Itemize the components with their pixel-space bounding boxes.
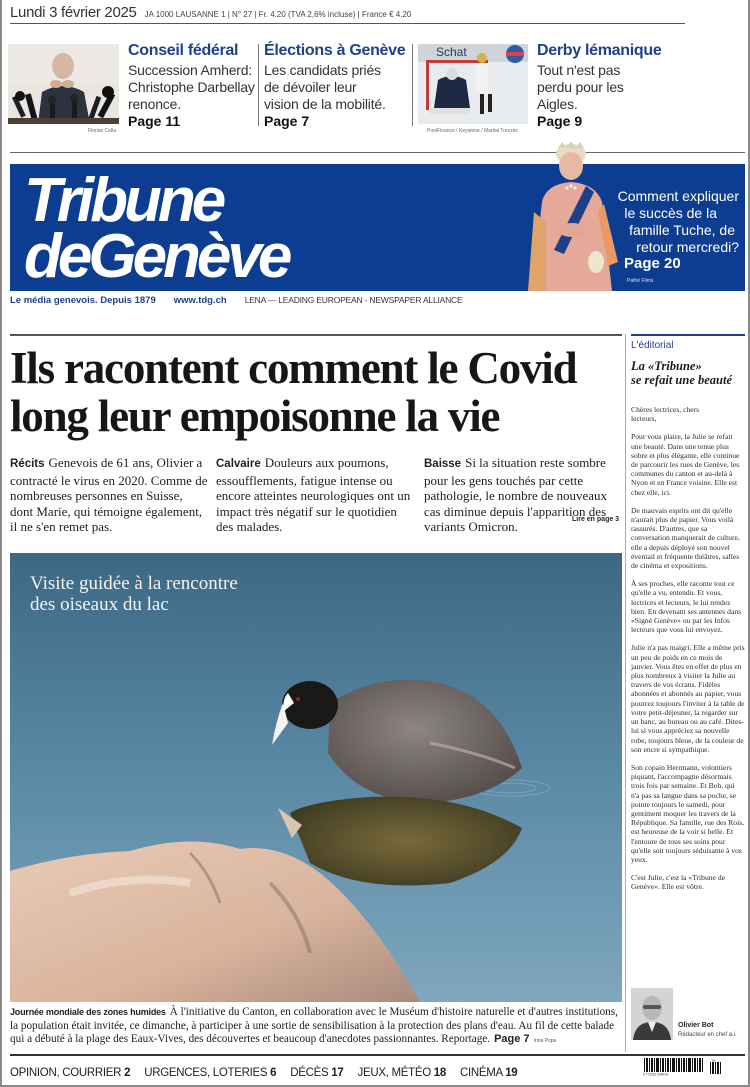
teaser-kicker: Conseil fédéral xyxy=(128,42,239,59)
teaser-kicker: Élections à Genève xyxy=(264,42,406,59)
editorial-paragraph: À ses proches, elle raconte tout ce qu'elle a vu, entendu. Et vous, lectrices et lecteurs, le lui rendez bien. En devenant ses antennes dans «Signé Genève» ou par les Infos lecteurs que vous lui envoyez. xyxy=(631,579,742,635)
index-item[interactable]: JEUX, MÉTÉO 18 xyxy=(357,1067,446,1079)
dateline xyxy=(10,4,685,24)
photo-credit: Pathé Films xyxy=(627,278,654,284)
summary-text: Genevois de 61 ans, Olivier a contracté le virus en 2020. Comme de nombreuses personnes en Suisse, dont Marie, qui témoigne également, il ne s'en remet pas. xyxy=(10,455,208,534)
teaser-kicker: Derby lémanique xyxy=(537,42,662,59)
svg-text:9 771010 224014: 9 771010 224014 xyxy=(643,1072,668,1076)
editorial-paragraph: Chères lectrices, chers lecteurs, xyxy=(631,405,700,424)
editorial-paragraph: Julie n'a pas maigri. Elle a même pris un peu de poids en ce mois de janvier. Vous êtes en effet de plus en plus nombreux à visiter la Julie au travers de vos écrans. Fidèles abonnées et abonnés au papier, vous pourrez toujours l'inviter à la table de votre petit-déjeuner, la regarder sur un banc, au bureau ou au café. Dites-lui si vous appréciez sa nouvelle robe, toujours bleue, de la couleur de son encre si sympathique. xyxy=(631,643,745,754)
tagline xyxy=(10,295,745,309)
index-item[interactable]: CINÉMA 19 xyxy=(460,1067,518,1079)
teaser-page: Page 7 xyxy=(264,113,310,129)
summary-column xyxy=(216,455,416,535)
caption-page-link[interactable]: Page 7 xyxy=(494,1033,530,1045)
logo-line-2[interactable]: deGenève xyxy=(24,222,289,291)
photo-title-line: Visite guidée à la rencontre xyxy=(30,573,238,594)
teaser-photo-hockey[interactable] xyxy=(418,44,528,124)
divider xyxy=(10,152,745,153)
photo-credit: Florian Cella xyxy=(88,128,117,134)
author-role: Rédacteur en chef a.i. xyxy=(678,1032,737,1038)
editorial-label: L'éditorial xyxy=(631,340,674,351)
website-link[interactable]: www.tdg.ch xyxy=(173,295,227,306)
editorial-title-line: se refait une beauté xyxy=(631,373,733,387)
editorial-paragraph: C'est Julie, c'est la «Tribune de Genève». Elle est vôtre. xyxy=(631,873,725,892)
slogan: Le média genevois. Depuis 1879 xyxy=(10,295,156,306)
teaser-photo-politician[interactable] xyxy=(8,44,119,124)
politician-photo-icon xyxy=(8,44,119,124)
summary-lead: Calvaire xyxy=(216,458,261,470)
editorial-paragraph: De mauvais esprits ont dit qu'elle n'aurait plus de papier. Vous voilà rassurés. D'autres, que sa conversation manquerait de culture, elle a depuis déployé son nouvel éventail et fréquente théâtres, salles de cinéma et expositions. xyxy=(631,505,740,571)
photo-caption xyxy=(10,1006,622,1049)
teaser-body: Les candidats priés de dévoiler leur vision de la mobilité. xyxy=(264,62,386,112)
divider xyxy=(258,44,259,126)
index-item[interactable]: OPINION, COURRIER 2 xyxy=(10,1067,131,1079)
masthead-teaser-line: le succès de la xyxy=(624,205,717,221)
masthead-teaser-line: Comment expliquer xyxy=(617,188,739,204)
divider xyxy=(625,334,626,1052)
divider xyxy=(10,1054,745,1056)
author-name: Olivier Bot xyxy=(678,1022,714,1029)
author-avatar xyxy=(631,988,673,1040)
editorial-column xyxy=(631,334,745,901)
caption-text: À l'initiative du Canton, en collaboration avec le Muséum d'histoire naturelle et d'autres institutions, la population était invitée, ce dimanche, à participer à une sortie de sensibilisation à la protection des plans d'eau. Au fil de cette balade qui a débuté à la plage des Eaux-Vives, des découvertes et beaucoup d'anecdotes passionnantes. Reportage. xyxy=(10,1006,618,1045)
summary-text: Si la situation reste sombre pour les gens touchés par cette pathologie, le nombre de nouveaux cas diminue depuis l'apparition des variants Omicron. xyxy=(424,455,608,534)
divider xyxy=(412,44,413,126)
svg-text:Schat: Schat xyxy=(436,45,467,59)
teaser-page: Page 11 xyxy=(128,113,181,129)
teaser-derby-lemanique[interactable] xyxy=(537,42,667,130)
divider xyxy=(10,334,622,336)
summary-lead: Récits xyxy=(10,458,45,470)
editorial-text xyxy=(631,405,745,892)
index-item[interactable]: URGENCES, LOTERIES 6 xyxy=(144,1067,277,1079)
summary-column xyxy=(10,455,208,535)
coot-bird-photo-icon xyxy=(10,553,622,1002)
summary-text: Douleurs aux poumons, essoufflements, fatigue intense ou encore atteintes neurologiques ont un impact très négatif sur le quotidien des malades. xyxy=(216,455,411,534)
svg-text:06: 06 xyxy=(712,1058,716,1063)
teaser-row xyxy=(0,36,750,140)
masthead-teaser[interactable] xyxy=(608,188,743,256)
logo-line-1[interactable]: Tribune xyxy=(24,166,223,235)
masthead-teaser-line: retour mercredi? xyxy=(636,239,739,255)
masthead xyxy=(10,164,745,291)
masthead-teaser-line: famille Tuche, de xyxy=(629,222,735,238)
main-headline[interactable]: Ils racontent comment le Covid long leur empoisonne la vie xyxy=(10,343,577,441)
lead-photo[interactable] xyxy=(10,553,622,1002)
editorial-title-line: La «Tribune» xyxy=(631,359,702,373)
teaser-body: Tout n'est pas perdu pour les Aigles. xyxy=(537,62,624,112)
author-portrait-icon xyxy=(631,988,673,1040)
caption-lead: Journée mondiale des zones humides xyxy=(10,1007,166,1017)
index-item[interactable]: DÉCÈS 17 xyxy=(290,1067,344,1079)
photo-title xyxy=(30,573,238,615)
photo-credit: Irina Popa xyxy=(533,1038,557,1044)
issue-date: Lundi 3 février 2025 xyxy=(10,4,137,21)
alliance-label: LENA — LEADING EUROPEAN - NEWSPAPER ALLIANCE xyxy=(244,295,463,305)
photo-title-line: des oiseaux du lac xyxy=(30,594,169,615)
teaser-page: Page 9 xyxy=(537,113,583,129)
teaser-elections-geneve[interactable] xyxy=(264,42,408,130)
editorial-paragraph: Pour vous plaire, la Julie se refait une beauté. Dans une tenue plus sobre et plus élégante, elle continue de parcourir les rues de Genève, les communes du canton et au-delà à Nyon et en France voisine. Elle est chez elle, ici. xyxy=(631,432,740,497)
teaser-conseil-federal[interactable] xyxy=(128,42,258,130)
section-index xyxy=(10,1067,517,1079)
barcode-icon xyxy=(642,1058,742,1076)
main-story-summary xyxy=(10,455,622,535)
read-more-link[interactable]: Lire en page 3 xyxy=(572,516,620,523)
issue-meta: JA 1000 LAUSANNE 1 | N° 27 | Fr. 4.20 (TVA 2,6% incluse) | France € 4.20 xyxy=(144,10,412,19)
editorial-rule xyxy=(631,334,745,336)
summary-lead: Baisse xyxy=(424,458,462,470)
hockey-photo-icon xyxy=(418,44,528,124)
barcode xyxy=(642,1058,742,1076)
photo-credit: PostFinance / Keystone / Martial Trezzini xyxy=(427,128,518,134)
editorial-title[interactable] xyxy=(631,359,745,387)
editorial-paragraph: Son copain Herrmann, volontiers piquant, l'accompagne désormais trois fois par semaine. Et Bob, qui n'a pas sa langue dans sa poche, se pointe toujours le samedi, pour gentiment moquer les travers de la République. Sa famille, rue des Rois, est heureuse de la voir si belle. Et l'entoure de tous ses soins pour qu'elle soit toujours séduisante à vos yeux. xyxy=(631,762,745,864)
masthead-teaser-page[interactable]: Page 20 xyxy=(624,255,681,272)
teaser-body: Succession Amherd: Christophe Darbellay renonce. xyxy=(128,62,255,112)
